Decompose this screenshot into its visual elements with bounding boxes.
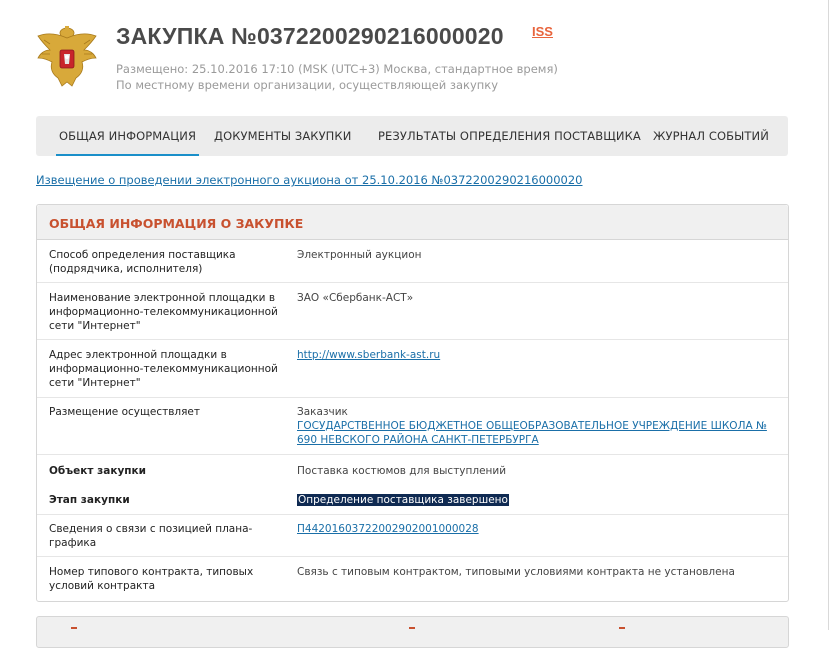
- platform-url-link[interactable]: http://www.sberbank-ast.ru: [297, 349, 441, 361]
- info-row: [37, 515, 788, 557]
- row-label: Адрес электронной площадки в информационно-телекоммуникационной сети "Интернет": [49, 349, 278, 389]
- plan-schedule-link[interactable]: П44201603722002902001000028: [297, 523, 479, 535]
- stage-status-highlight: Определение поставщика завершено: [298, 494, 508, 506]
- row-value: Электронный аукцион: [297, 249, 422, 261]
- customer-link[interactable]: ГОСУДАРСТВЕННОЕ БЮДЖЕТНОЕ ОБЩЕОБРАЗОВАТЕЛЬНОЕ УЧРЕЖДЕНИЕ ШКОЛА № 690 НЕВСКОГО РАЙОНА САНКТ-ПЕТЕРБУРГА: [297, 420, 767, 446]
- row-value: [297, 405, 767, 447]
- row-label: Объект закупки: [49, 465, 147, 477]
- info-row: [37, 557, 788, 601]
- info-row: [37, 398, 788, 455]
- panel-header: [37, 205, 788, 240]
- iss-link[interactable]: ISS: [532, 24, 553, 39]
- row-label: Размещение осуществляет: [49, 406, 201, 418]
- row-value: [297, 522, 767, 536]
- next-panel-title-fragment: [409, 627, 415, 629]
- row-label: Сведения о связи с позицией плана-графика: [49, 523, 253, 549]
- row-label: Этап закупки: [49, 494, 130, 506]
- row-label: Номер типового контракта, типовых условий контракта: [49, 566, 254, 592]
- panel-title: ОБЩАЯ ИНФОРМАЦИЯ О ЗАКУПКЕ: [49, 216, 304, 231]
- info-row: [37, 455, 788, 485]
- role-label: Заказчик: [297, 406, 348, 418]
- tab-bar: [36, 116, 788, 156]
- row-label: Способ определения поставщика (подрядчика, исполнителя): [49, 249, 236, 275]
- row-value: ЗАО «Сбербанк-АСТ»: [297, 292, 414, 304]
- next-panel-title-fragment: [619, 627, 625, 629]
- coat-of-arms-icon: [36, 24, 98, 92]
- tab-general-info[interactable]: ОБЩАЯ ИНФОРМАЦИЯ: [59, 116, 196, 156]
- row-value: [297, 493, 767, 507]
- local-time-note: По местному времени организации, осуществляющей закупку: [116, 78, 499, 92]
- info-row: [37, 485, 788, 515]
- row-value: Связь с типовым контрактом, типовыми условиями контракта не установлена: [297, 566, 735, 578]
- posted-timestamp: Размещено: 25.10.2016 17:10 (MSK (UTC+3) Москва, стандартное время): [116, 62, 558, 76]
- tab-documents[interactable]: ДОКУМЕНТЫ ЗАКУПКИ: [214, 129, 352, 143]
- row-label: Наименование электронной площадки в информационно-телекоммуникационной сети "Интернет": [49, 292, 278, 332]
- general-info-panel: [36, 204, 789, 602]
- tab-event-log[interactable]: ЖУРНАЛ СОБЫТИЙ: [653, 129, 769, 143]
- info-row: [37, 240, 788, 283]
- info-row: [37, 340, 788, 398]
- info-row: [37, 283, 788, 340]
- page-title: ЗАКУПКА №0372200290216000020: [116, 23, 504, 49]
- next-panel-title-fragment: [71, 627, 77, 629]
- notice-link[interactable]: Извещение о проведении электронного аукциона от 25.10.2016 №0372200290216000020: [36, 173, 583, 187]
- row-value: Поставка костюмов для выступлений: [297, 465, 507, 477]
- tab-results[interactable]: РЕЗУЛЬТАТЫ ОПРЕДЕЛЕНИЯ ПОСТАВЩИКА: [378, 129, 641, 143]
- row-value: [297, 348, 767, 362]
- next-panel: [36, 616, 789, 648]
